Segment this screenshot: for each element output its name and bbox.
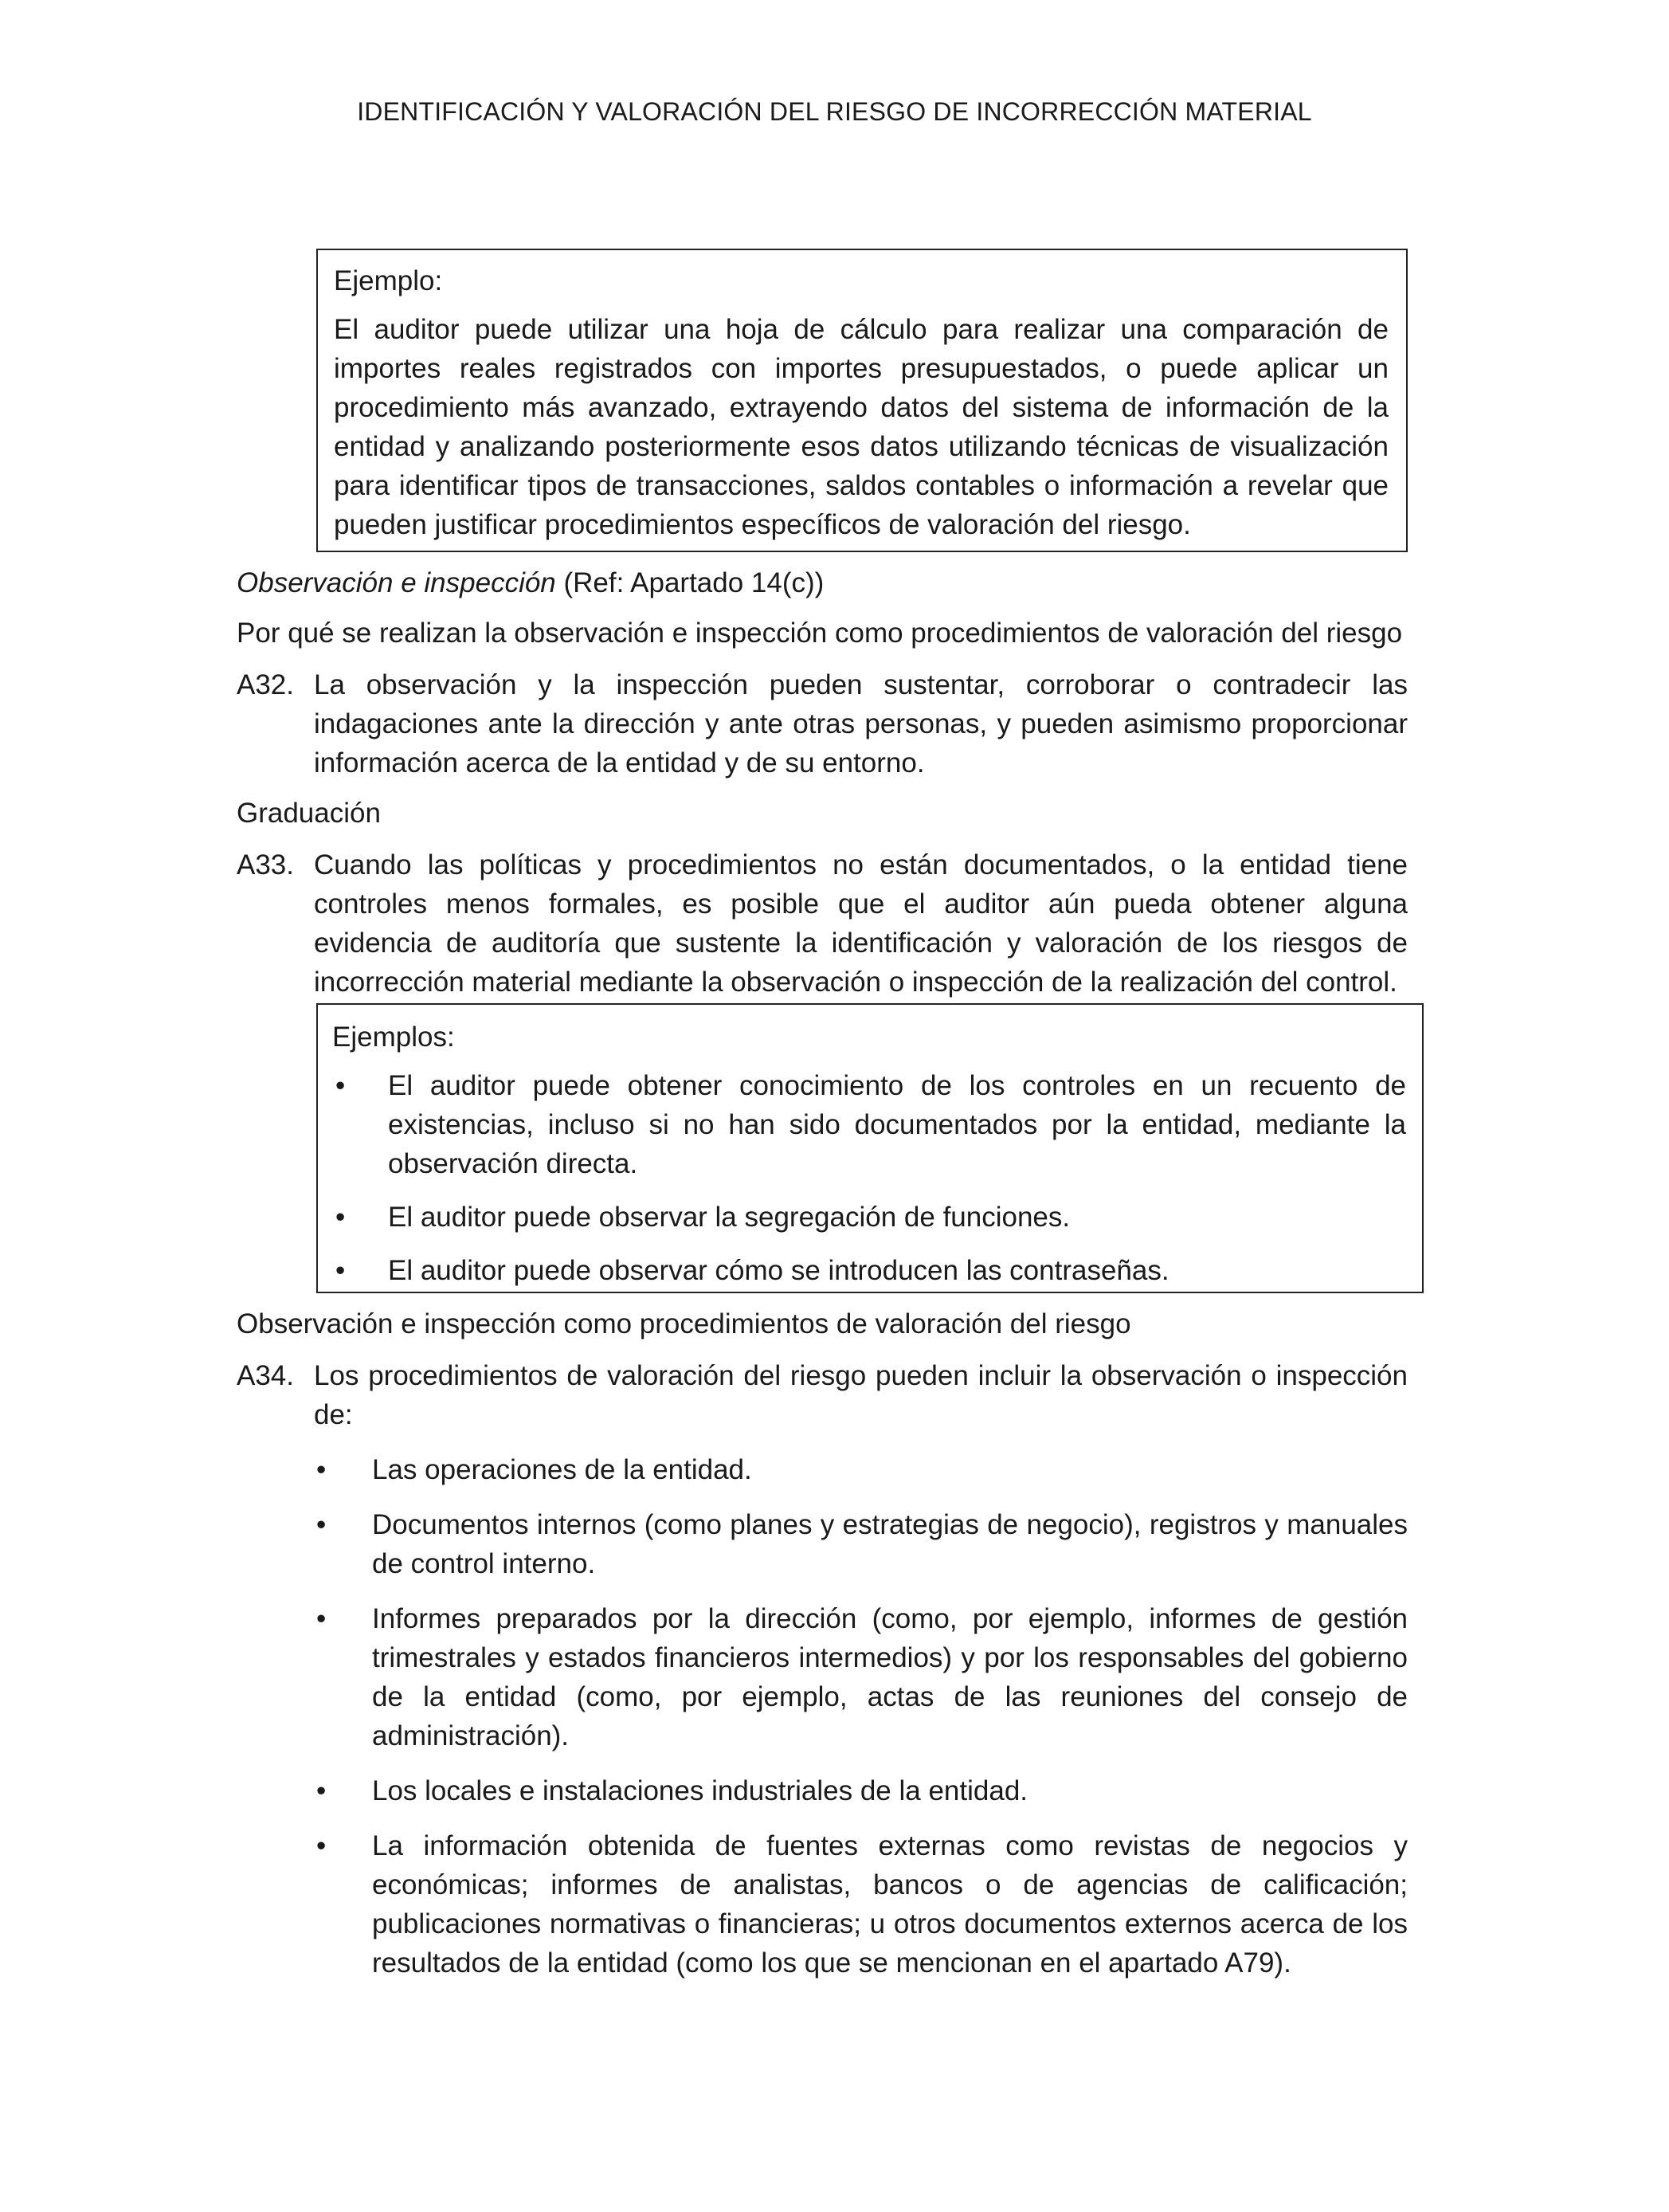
list-item-text: La información obtenida de fuentes externas como revistas de negocios y económicas; informes de analistas, bancos o de agencias de calificación; publicaciones normativas o financieras; u otros documentos externos acerca de los resultados de la entidad (como los que se mencionan en el apartado A79). — [372, 1830, 1408, 1979]
example-box-title: Ejemplo: — [334, 265, 443, 296]
a34-list — [316, 1450, 1408, 1983]
examples-list — [332, 1066, 1406, 1290]
example-box-text: El auditor puede utilizar una hoja de cálculo para realizar una comparación de importes reales registrados con importes presupuestados, o puede aplicar un procedimiento más avanzado, extrayendo datos del sistema de información de la entidad y analizando posteriormente esos datos utilizando técnicas de visualización para identificar tipos de transacciones, saldos contables o información a revelar que pueden justificar procedimientos específicos de valoración del riesgo. — [334, 314, 1389, 540]
list-item-text: Informes preparados por la dirección (como, por ejemplo, informes de gestión trimestrales y estados financieros intermedios) y por los responsables del gobierno de la entidad (como, por ejemplo, actas de las reuniones del consejo de administración). — [372, 1603, 1408, 1751]
paragraph-a33 — [237, 845, 1408, 1002]
list-item — [316, 1505, 1408, 1583]
list-item-text: El auditor puede obtener conocimiento de los controles en un recuento de existencias, incluso si no han sido documentados por la entidad, mediante la observación directa. — [388, 1070, 1406, 1179]
list-item-text: El auditor puede observar la segregación de funciones. — [388, 1202, 1071, 1233]
list-item — [316, 1771, 1408, 1810]
bullet-icon: • — [335, 1202, 346, 1233]
examples-box — [316, 1003, 1424, 1293]
paragraph-number: A33. — [237, 849, 294, 880]
bullet-icon: • — [316, 1603, 327, 1634]
section-heading-procedimientos: Observación e inspección como procedimientos de valoración del riesgo — [237, 1308, 1131, 1339]
paragraph-a34 — [237, 1356, 1408, 1434]
list-item-text: El auditor puede observar cómo se introducen las contraseñas. — [388, 1255, 1169, 1286]
graduacion-heading: Graduación — [237, 798, 381, 829]
paragraph-text: Cuando las políticas y procedimientos no están documentados, o la entidad tiene controles menos formales, es posible que el auditor aún pueda obtener alguna evidencia de auditoría que sustente la identificación y valoración de los riesgos de incorrección material mediante la observación o inspección de la realización del control. — [314, 849, 1408, 998]
page-header: IDENTIFICACIÓN Y VALORACIÓN DEL RIESGO DE INCORRECCIÓN MATERIAL — [357, 97, 1312, 126]
list-item — [316, 1450, 1408, 1489]
examples-box-title: Ejemplos: — [332, 1022, 455, 1053]
bullet-icon: • — [335, 1070, 346, 1101]
list-item — [332, 1251, 1406, 1290]
list-item — [316, 1599, 1408, 1755]
section-heading-observacion — [237, 563, 1408, 602]
list-item — [332, 1198, 1406, 1237]
list-item-text: Documentos internos (como planes y estrategias de negocio), registros y manuales de control interno. — [372, 1509, 1408, 1579]
bullet-icon: • — [335, 1255, 346, 1286]
bullet-icon: • — [316, 1830, 327, 1861]
paragraph-a32 — [237, 665, 1408, 782]
paragraph-text: Los procedimientos de valoración del riesgo pueden incluir la observación o inspección de: — [314, 1360, 1408, 1430]
list-item-text: Los locales e instalaciones industriales de la entidad. — [372, 1775, 1028, 1806]
document-body — [237, 249, 1408, 1983]
paragraph-text: La observación y la inspección pueden sustentar, corroborar o contradecir las indagaciones ante la dirección y ante otras personas, y pueden asimismo proporcionar información acerca de la entidad y de su entorno. — [314, 669, 1408, 779]
paragraph-number: A34. — [237, 1360, 294, 1391]
list-item — [316, 1826, 1408, 1983]
section-subheading: Por qué se realizan la observación e inspección como procedimientos de valoración del riesgo — [237, 618, 1403, 649]
section-heading-ref: (Ref: Apartado 14(c)) — [555, 567, 825, 598]
bullet-icon: • — [316, 1454, 327, 1485]
paragraph-number: A32. — [237, 669, 294, 700]
bullet-icon: • — [316, 1775, 327, 1806]
list-item — [332, 1066, 1406, 1183]
list-item-text: Las operaciones de la entidad. — [372, 1454, 752, 1485]
section-heading-italic: Observación e inspección — [237, 567, 556, 598]
example-box — [316, 249, 1408, 552]
bullet-icon: • — [316, 1509, 327, 1540]
